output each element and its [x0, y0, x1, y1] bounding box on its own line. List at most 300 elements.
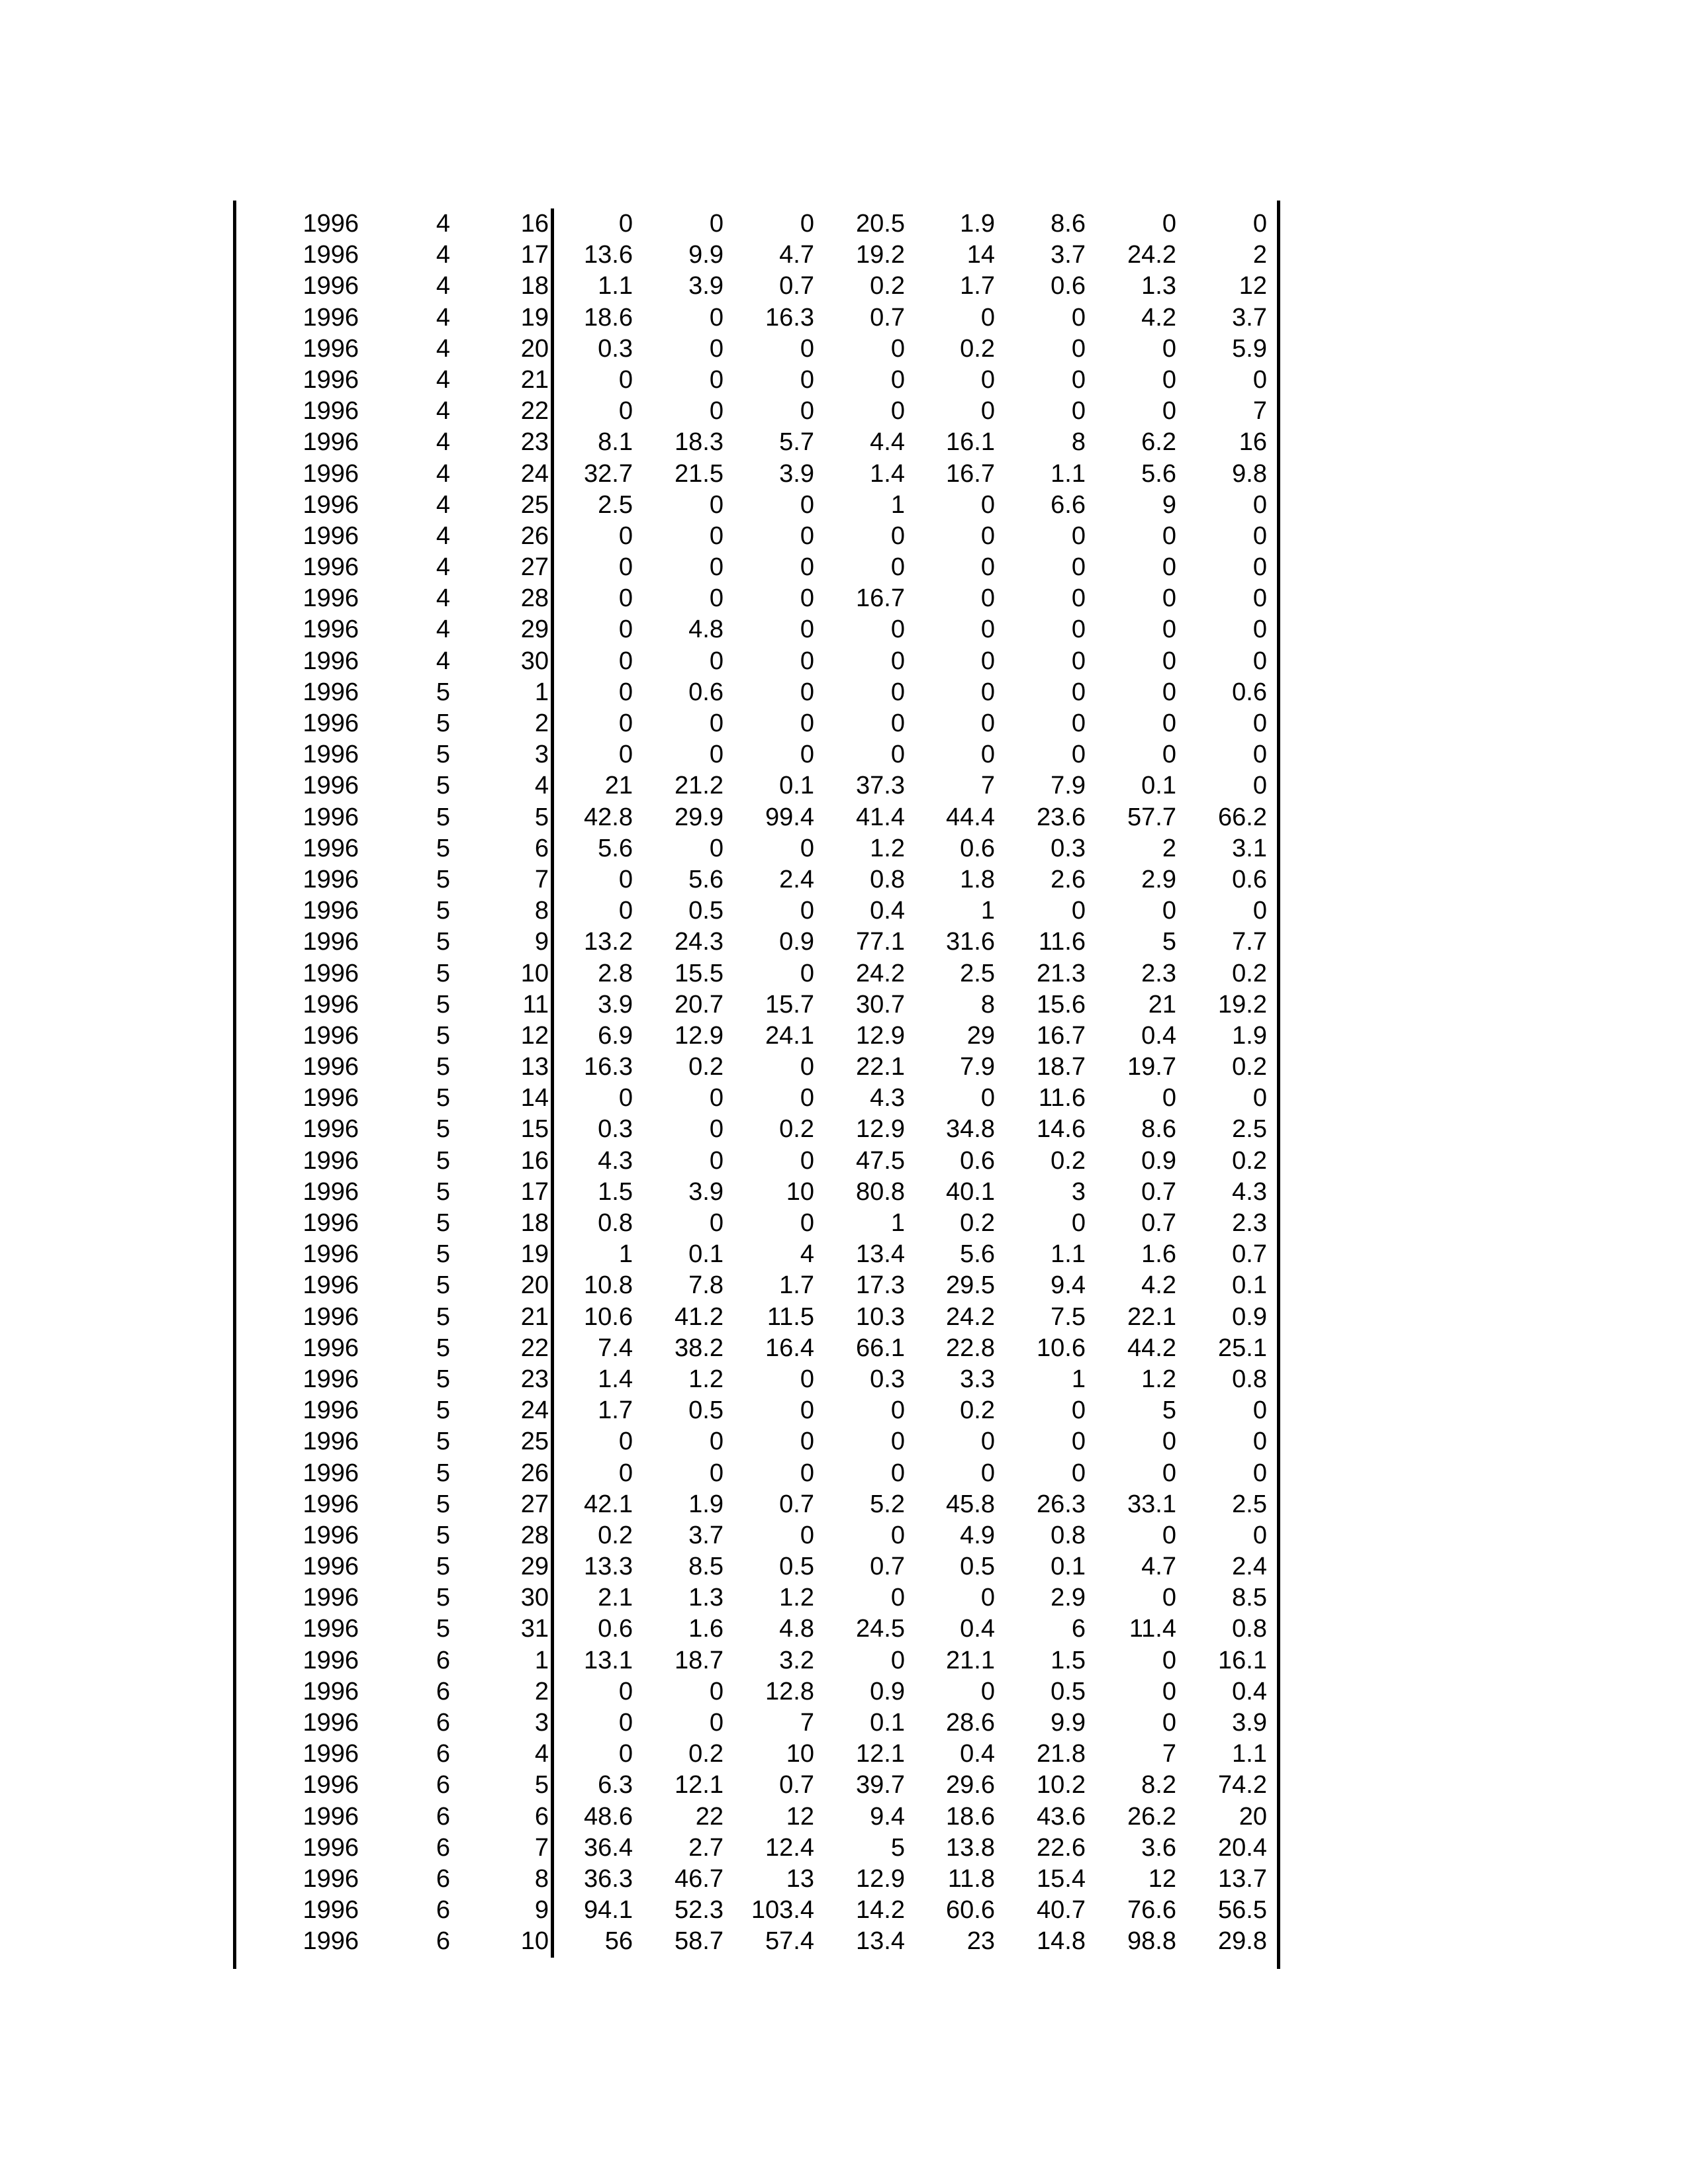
- year-cell: 1996: [303, 615, 359, 644]
- value-2-cell: 0: [709, 1428, 724, 1456]
- value-6-cell: 1: [1071, 1365, 1086, 1393]
- month-cell: 5: [436, 897, 450, 925]
- value-2-cell: 0: [709, 1709, 724, 1737]
- value-6-cell: 8: [1071, 428, 1086, 457]
- table-row: [236, 583, 1269, 614]
- value-5-cell: 44.4: [946, 803, 995, 831]
- value-2-cell: 0.5: [688, 1396, 724, 1425]
- value-7-cell: 5: [1162, 1396, 1176, 1425]
- value-4-cell: 4.4: [870, 428, 905, 457]
- table-row: [236, 989, 1269, 1021]
- value-4-cell: 30.7: [856, 990, 905, 1019]
- value-4-cell: 13.4: [856, 1927, 905, 1956]
- value-7-cell: 3.6: [1141, 1833, 1176, 1862]
- table-row: [236, 1582, 1269, 1614]
- year-cell: 1996: [303, 1521, 359, 1549]
- value-4-cell: 12.9: [856, 1115, 905, 1144]
- month-cell: 6: [436, 1927, 450, 1956]
- value-4-cell: 16.7: [856, 584, 905, 613]
- value-7-cell: 0: [1162, 678, 1176, 706]
- table-row: [236, 1489, 1269, 1520]
- value-5-cell: 5.6: [960, 1240, 995, 1269]
- value-5-cell: 1: [980, 897, 995, 925]
- value-8-cell: 3.9: [1232, 1709, 1267, 1737]
- value-6-cell: 0.6: [1051, 272, 1086, 300]
- value-3-cell: 5.7: [779, 428, 814, 457]
- value-7-cell: 0: [1162, 210, 1176, 238]
- value-3-cell: 0: [800, 1428, 814, 1456]
- day-cell: 8: [452, 895, 554, 927]
- value-1-cell: 1.1: [598, 272, 633, 300]
- value-1-cell: 4.3: [598, 1146, 633, 1175]
- value-6-cell: 0: [1071, 741, 1086, 769]
- value-3-cell: 0: [800, 959, 814, 987]
- value-8-cell: 7: [1252, 397, 1267, 426]
- value-7-cell: 0: [1162, 1709, 1176, 1737]
- value-8-cell: 12: [1239, 272, 1267, 300]
- day-cell: 27: [452, 552, 554, 583]
- value-2-cell: 0: [709, 647, 724, 675]
- month-cell: 5: [436, 1177, 450, 1206]
- year-cell: 1996: [303, 584, 359, 613]
- value-6-cell: 3: [1071, 1177, 1086, 1206]
- value-6-cell: 18.7: [1037, 1053, 1086, 1081]
- value-8-cell: 29.8: [1218, 1927, 1267, 1956]
- value-1-cell: 0: [618, 1740, 633, 1768]
- year-cell: 1996: [303, 1490, 359, 1518]
- month-cell: 5: [436, 959, 450, 987]
- value-5-cell: 0: [980, 615, 995, 644]
- value-4-cell: 22.1: [856, 1053, 905, 1081]
- day-cell: 26: [452, 1458, 554, 1489]
- value-1-cell: 1.5: [598, 1177, 633, 1206]
- value-2-cell: 0: [709, 1677, 724, 1706]
- year-cell: 1996: [303, 1553, 359, 1581]
- value-2-cell: 29.9: [675, 803, 724, 831]
- value-7-cell: 4.7: [1141, 1553, 1176, 1581]
- value-3-cell: 0: [800, 334, 814, 363]
- value-8-cell: 0.8: [1232, 1365, 1267, 1393]
- month-cell: 5: [436, 803, 450, 831]
- value-7-cell: 0.4: [1141, 1021, 1176, 1050]
- value-1-cell: 94.1: [584, 1896, 633, 1925]
- value-8-cell: 0: [1252, 772, 1267, 800]
- value-4-cell: 1.2: [870, 834, 905, 862]
- value-8-cell: 1.9: [1232, 1021, 1267, 1050]
- value-8-cell: 0.2: [1232, 1053, 1267, 1081]
- year-cell: 1996: [303, 741, 359, 769]
- value-8-cell: 74.2: [1218, 1771, 1267, 1799]
- value-1-cell: 0: [618, 1459, 633, 1487]
- day-cell: 24: [452, 459, 554, 490]
- value-5-cell: 0: [980, 741, 995, 769]
- month-cell: 5: [436, 1021, 450, 1050]
- value-6-cell: 11.6: [1038, 1084, 1086, 1113]
- year-cell: 1996: [303, 490, 359, 519]
- value-2-cell: 7.8: [688, 1271, 724, 1300]
- value-3-cell: 0.9: [779, 928, 814, 956]
- value-5-cell: 0.5: [960, 1553, 995, 1581]
- value-6-cell: 0: [1071, 647, 1086, 675]
- value-2-cell: 1.3: [688, 1584, 724, 1612]
- value-8-cell: 0: [1252, 741, 1267, 769]
- month-cell: 5: [436, 678, 450, 706]
- day-cell: 25: [452, 1426, 554, 1457]
- value-4-cell: 1.4: [870, 459, 905, 488]
- value-3-cell: 0: [800, 897, 814, 925]
- table-row: [236, 1739, 1269, 1770]
- value-8-cell: 0.2: [1232, 1146, 1267, 1175]
- value-5-cell: 1.8: [960, 865, 995, 893]
- month-cell: 4: [436, 553, 450, 582]
- value-7-cell: 24.2: [1127, 241, 1176, 269]
- value-6-cell: 6.6: [1051, 490, 1086, 519]
- value-2-cell: 1.2: [688, 1365, 724, 1393]
- value-4-cell: 10.3: [856, 1302, 905, 1331]
- month-cell: 5: [436, 865, 450, 893]
- value-7-cell: 0: [1162, 709, 1176, 737]
- month-cell: 5: [436, 1615, 450, 1643]
- value-4-cell: 4.3: [870, 1084, 905, 1113]
- value-3-cell: 1.2: [779, 1584, 814, 1612]
- year-cell: 1996: [303, 1709, 359, 1737]
- year-cell: 1996: [303, 1771, 359, 1799]
- value-1-cell: 6.3: [598, 1771, 633, 1799]
- value-6-cell: 3.7: [1051, 241, 1086, 269]
- value-5-cell: 0: [980, 397, 995, 426]
- value-7-cell: 44.2: [1127, 1334, 1176, 1362]
- value-2-cell: 0.5: [688, 897, 724, 925]
- value-6-cell: 0: [1071, 334, 1086, 363]
- value-8-cell: 2.3: [1232, 1209, 1267, 1237]
- value-2-cell: 0: [709, 1146, 724, 1175]
- value-4-cell: 0.3: [870, 1365, 905, 1393]
- value-4-cell: 0: [890, 615, 905, 644]
- month-cell: 5: [436, 772, 450, 800]
- value-1-cell: 0.3: [598, 1115, 633, 1144]
- value-1-cell: 0: [618, 584, 633, 613]
- table-row: [236, 646, 1269, 677]
- value-6-cell: 0: [1071, 1428, 1086, 1456]
- table-row: [236, 1801, 1269, 1833]
- table-row: [236, 1645, 1269, 1676]
- value-2-cell: 2.7: [688, 1833, 724, 1862]
- value-1-cell: 36.3: [584, 1864, 633, 1893]
- value-1-cell: 8.1: [598, 428, 633, 457]
- table-row: [236, 1458, 1269, 1489]
- table-row: [236, 1021, 1269, 1052]
- value-6-cell: 0: [1071, 522, 1086, 550]
- table-row: [236, 1426, 1269, 1457]
- table-row: [236, 1333, 1269, 1364]
- value-3-cell: 0: [800, 678, 814, 706]
- value-1-cell: 18.6: [584, 303, 633, 332]
- value-1-cell: 0.2: [598, 1521, 633, 1549]
- value-7-cell: 0: [1162, 1084, 1176, 1113]
- value-1-cell: 0: [618, 1677, 633, 1706]
- value-5-cell: 22.8: [946, 1334, 995, 1362]
- value-3-cell: 0: [800, 1053, 814, 1081]
- value-3-cell: 16.3: [765, 303, 814, 332]
- value-1-cell: 1.7: [598, 1396, 633, 1425]
- value-7-cell: 2.9: [1141, 865, 1176, 893]
- day-cell: 9: [452, 1895, 554, 1926]
- table-row: [236, 1770, 1269, 1801]
- value-6-cell: 0: [1071, 584, 1086, 613]
- value-6-cell: 0: [1071, 678, 1086, 706]
- table-row: [236, 1676, 1269, 1707]
- value-5-cell: 0: [980, 553, 995, 582]
- year-cell: 1996: [303, 1177, 359, 1206]
- day-cell: 22: [452, 1333, 554, 1364]
- value-6-cell: 7.5: [1051, 1302, 1086, 1331]
- value-1-cell: 42.8: [584, 803, 633, 831]
- value-6-cell: 43.6: [1037, 1802, 1086, 1831]
- value-3-cell: 4.7: [779, 241, 814, 269]
- value-5-cell: 0: [980, 1584, 995, 1612]
- value-1-cell: 42.1: [584, 1490, 633, 1518]
- value-2-cell: 21.5: [675, 459, 724, 488]
- value-8-cell: 0.7: [1232, 1240, 1267, 1269]
- value-3-cell: 0: [800, 522, 814, 550]
- table-row: [236, 1208, 1269, 1239]
- value-3-cell: 0: [800, 490, 814, 519]
- value-8-cell: 2.5: [1232, 1115, 1267, 1144]
- year-cell: 1996: [303, 1896, 359, 1925]
- value-8-cell: 0.2: [1232, 959, 1267, 987]
- value-5-cell: 0: [980, 1677, 995, 1706]
- value-1-cell: 1.4: [598, 1365, 633, 1393]
- value-7-cell: 1.2: [1141, 1365, 1176, 1393]
- month-cell: 6: [436, 1896, 450, 1925]
- day-cell: 20: [452, 334, 554, 365]
- value-5-cell: 13.8: [946, 1833, 995, 1862]
- value-1-cell: 3.9: [598, 990, 633, 1019]
- value-6-cell: 0.8: [1051, 1521, 1086, 1549]
- value-8-cell: 7.7: [1232, 928, 1267, 956]
- value-3-cell: 103.4: [751, 1896, 814, 1925]
- value-3-cell: 0: [800, 397, 814, 426]
- value-7-cell: 8.6: [1141, 1115, 1176, 1144]
- value-7-cell: 5.6: [1141, 459, 1176, 488]
- month-cell: 5: [436, 834, 450, 862]
- value-4-cell: 0: [890, 1459, 905, 1487]
- value-4-cell: 0: [890, 1396, 905, 1425]
- month-cell: 5: [436, 1302, 450, 1331]
- day-cell: 1: [452, 1645, 554, 1676]
- day-cell: 30: [452, 646, 554, 677]
- value-1-cell: 0: [618, 365, 633, 394]
- value-2-cell: 52.3: [675, 1896, 724, 1925]
- value-1-cell: 13.3: [584, 1553, 633, 1581]
- value-5-cell: 0.4: [960, 1615, 995, 1643]
- value-6-cell: 40.7: [1037, 1896, 1086, 1925]
- value-8-cell: 0: [1252, 490, 1267, 519]
- day-cell: 5: [452, 802, 554, 833]
- value-3-cell: 16.4: [765, 1334, 814, 1362]
- day-cell: 1: [452, 677, 554, 708]
- value-3-cell: 0: [800, 1084, 814, 1113]
- day-cell: 2: [452, 708, 554, 739]
- value-1-cell: 0: [618, 741, 633, 769]
- value-2-cell: 0.1: [688, 1240, 724, 1269]
- value-1-cell: 10.6: [584, 1302, 633, 1331]
- table-row: [236, 521, 1269, 552]
- value-2-cell: 0: [709, 584, 724, 613]
- value-4-cell: 0: [890, 1428, 905, 1456]
- day-cell: 5: [452, 1770, 554, 1801]
- value-4-cell: 0.7: [870, 1553, 905, 1581]
- value-2-cell: 0: [709, 553, 724, 582]
- table-row: [236, 1146, 1269, 1177]
- day-cell: 4: [452, 770, 554, 801]
- month-cell: 6: [436, 1802, 450, 1831]
- value-4-cell: 12.9: [856, 1864, 905, 1893]
- value-2-cell: 0: [709, 741, 724, 769]
- value-4-cell: 5: [890, 1833, 905, 1862]
- value-2-cell: 0.2: [688, 1053, 724, 1081]
- month-cell: 6: [436, 1709, 450, 1737]
- value-5-cell: 34.8: [946, 1115, 995, 1144]
- value-5-cell: 31.6: [946, 928, 995, 956]
- value-7-cell: 0: [1162, 397, 1176, 426]
- value-8-cell: 0: [1252, 1521, 1267, 1549]
- value-8-cell: 2.5: [1232, 1490, 1267, 1518]
- day-cell: 3: [452, 739, 554, 770]
- month-cell: 4: [436, 428, 450, 457]
- day-cell: 27: [452, 1489, 554, 1520]
- value-7-cell: 21: [1148, 990, 1176, 1019]
- table-row: [236, 271, 1269, 302]
- value-4-cell: 0.9: [870, 1677, 905, 1706]
- value-7-cell: 9: [1162, 490, 1176, 519]
- day-cell: 16: [452, 208, 554, 240]
- value-5-cell: 0: [980, 709, 995, 737]
- month-cell: 5: [436, 1490, 450, 1518]
- day-cell: 29: [452, 614, 554, 645]
- year-cell: 1996: [303, 1209, 359, 1237]
- value-2-cell: 22: [695, 1802, 724, 1831]
- value-4-cell: 17.3: [856, 1271, 905, 1300]
- table-row: [236, 1302, 1269, 1333]
- year-cell: 1996: [303, 522, 359, 550]
- year-cell: 1996: [303, 897, 359, 925]
- value-4-cell: 0: [890, 1584, 905, 1612]
- value-7-cell: 2.3: [1141, 959, 1176, 987]
- value-2-cell: 18.7: [675, 1646, 724, 1674]
- year-cell: 1996: [303, 865, 359, 893]
- value-6-cell: 1.1: [1051, 1240, 1086, 1269]
- table-row: [236, 895, 1269, 927]
- value-4-cell: 9.4: [870, 1802, 905, 1831]
- value-8-cell: 3.1: [1232, 834, 1267, 862]
- value-3-cell: 0: [800, 1365, 814, 1393]
- value-4-cell: 0: [890, 1521, 905, 1549]
- table-row: [236, 864, 1269, 895]
- value-4-cell: 0.8: [870, 865, 905, 893]
- table-row: [236, 1707, 1269, 1739]
- value-6-cell: 15.4: [1037, 1864, 1086, 1893]
- value-7-cell: 0: [1162, 1677, 1176, 1706]
- value-2-cell: 21.2: [675, 772, 724, 800]
- value-6-cell: 0: [1071, 897, 1086, 925]
- table-row: [236, 1551, 1269, 1582]
- value-4-cell: 0: [890, 1646, 905, 1674]
- table-row: [236, 958, 1269, 989]
- value-8-cell: 3.7: [1232, 303, 1267, 332]
- value-5-cell: 11.8: [947, 1864, 995, 1893]
- value-7-cell: 0: [1162, 584, 1176, 613]
- month-cell: 5: [436, 1209, 450, 1237]
- value-5-cell: 0: [980, 522, 995, 550]
- day-cell: 17: [452, 1177, 554, 1208]
- value-4-cell: 80.8: [856, 1177, 905, 1206]
- table-row: [236, 833, 1269, 864]
- value-8-cell: 16: [1239, 428, 1267, 457]
- value-6-cell: 0: [1071, 1459, 1086, 1487]
- year-cell: 1996: [303, 1864, 359, 1893]
- value-4-cell: 0.4: [870, 897, 905, 925]
- value-2-cell: 3.9: [688, 1177, 724, 1206]
- value-4-cell: 0.7: [870, 303, 905, 332]
- table-row: [236, 459, 1269, 490]
- month-cell: 4: [436, 459, 450, 488]
- value-5-cell: 16.1: [946, 428, 995, 457]
- month-cell: 5: [436, 1084, 450, 1113]
- value-6-cell: 0: [1071, 1396, 1086, 1425]
- value-7-cell: 57.7: [1127, 803, 1176, 831]
- value-1-cell: 0: [618, 522, 633, 550]
- month-cell: 5: [436, 1553, 450, 1581]
- value-5-cell: 23: [966, 1927, 995, 1956]
- month-cell: 4: [436, 647, 450, 675]
- table-row: [236, 1364, 1269, 1395]
- value-1-cell: 13.1: [584, 1646, 633, 1674]
- month-cell: 6: [436, 1677, 450, 1706]
- value-6-cell: 2.6: [1051, 865, 1086, 893]
- value-5-cell: 0.6: [960, 834, 995, 862]
- year-cell: 1996: [303, 397, 359, 426]
- year-cell: 1996: [303, 1927, 359, 1956]
- value-3-cell: 0: [800, 553, 814, 582]
- value-8-cell: 16.1: [1218, 1646, 1267, 1674]
- day-cell: 13: [452, 1052, 554, 1083]
- value-7-cell: 4.2: [1141, 1271, 1176, 1300]
- value-6-cell: 10.6: [1037, 1334, 1086, 1362]
- value-4-cell: 39.7: [856, 1771, 905, 1799]
- value-5-cell: 0.2: [960, 1209, 995, 1237]
- year-cell: 1996: [303, 1240, 359, 1269]
- year-cell: 1996: [303, 1646, 359, 1674]
- value-1-cell: 36.4: [584, 1833, 633, 1862]
- day-cell: 25: [452, 490, 554, 521]
- value-5-cell: 29: [966, 1021, 995, 1050]
- table-row: [236, 1520, 1269, 1551]
- value-3-cell: 12.8: [765, 1677, 814, 1706]
- table-row: [236, 1052, 1269, 1083]
- value-2-cell: 4.8: [688, 615, 724, 644]
- year-cell: 1996: [303, 1740, 359, 1768]
- data-table: [233, 201, 1280, 1969]
- year-cell: 1996: [303, 272, 359, 300]
- value-2-cell: 18.3: [675, 428, 724, 457]
- value-1-cell: 13.6: [584, 241, 633, 269]
- value-7-cell: 1.6: [1141, 1240, 1176, 1269]
- value-7-cell: 33.1: [1127, 1490, 1176, 1518]
- day-cell: 10: [452, 958, 554, 989]
- value-3-cell: 0.2: [779, 1115, 814, 1144]
- value-8-cell: 1.1: [1232, 1740, 1267, 1768]
